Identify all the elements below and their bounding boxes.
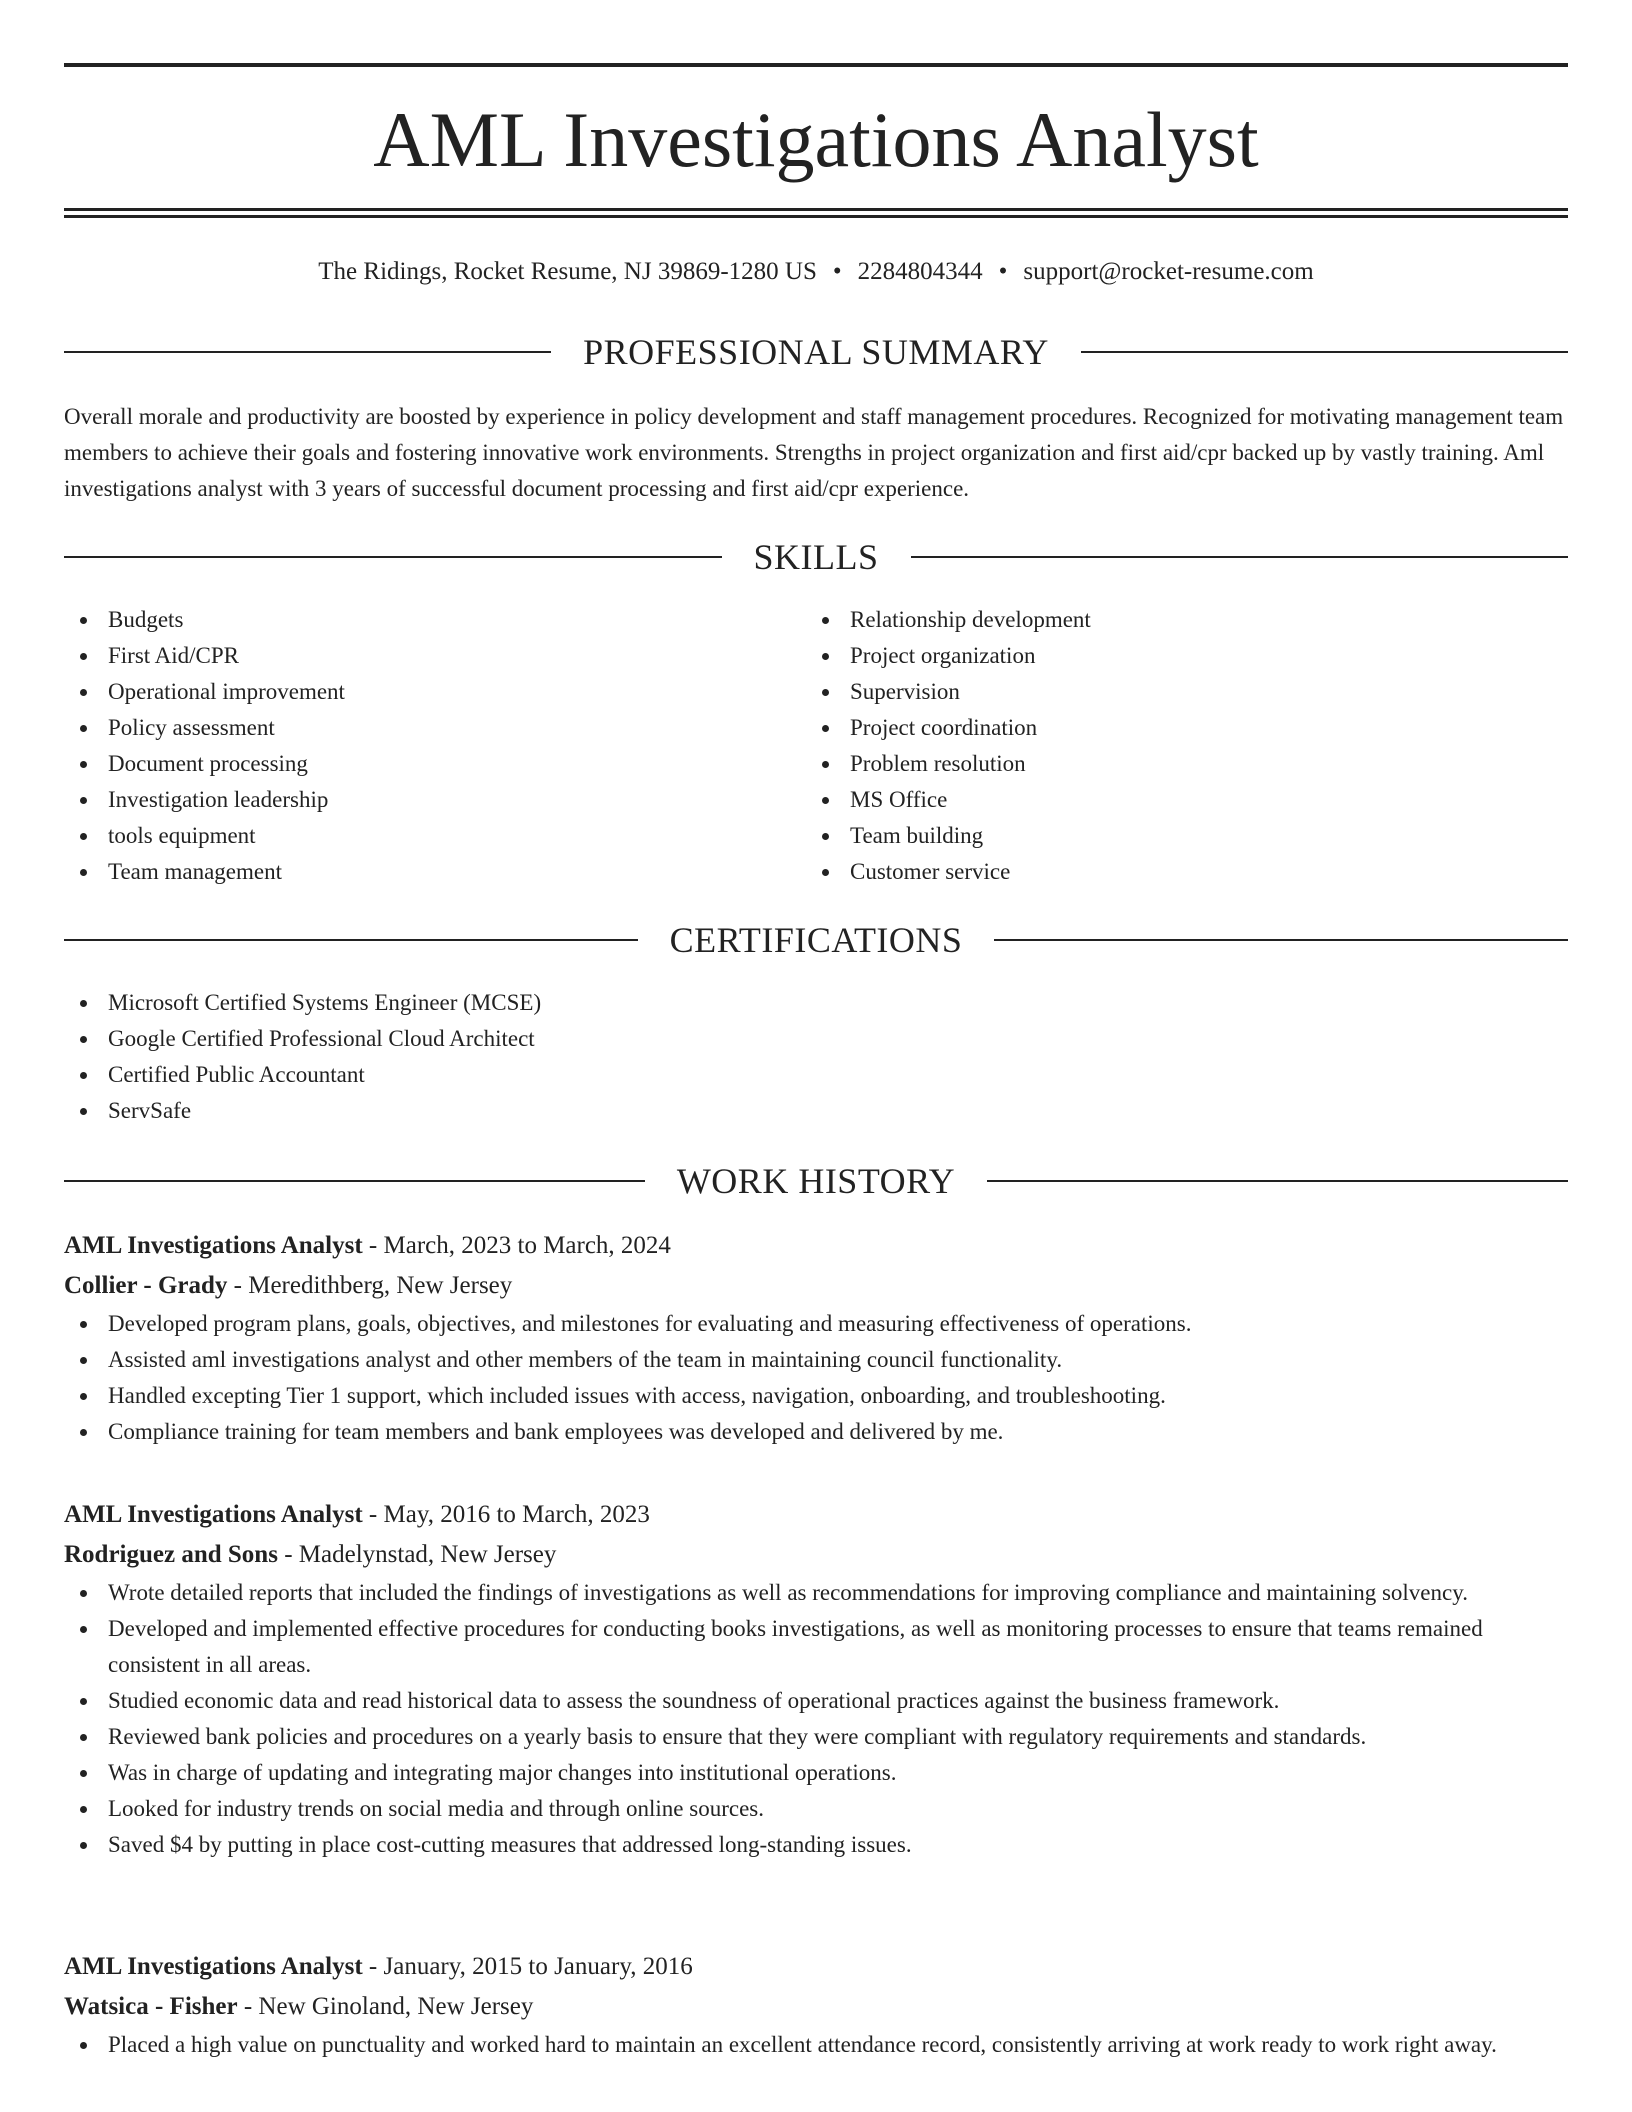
skill-item: Project organization <box>806 638 1548 674</box>
skill-item: Budgets <box>64 602 806 638</box>
certifications-list <box>64 985 1568 1129</box>
heading-rule-left <box>64 351 551 353</box>
job-role: AML Investigations Analyst <box>64 1232 363 1259</box>
header-top-rule <box>64 63 1568 67</box>
resume-name: AML Investigations Analyst <box>373 96 1259 183</box>
skill-item: First Aid/CPR <box>64 638 806 674</box>
skill-item: tools equipment <box>64 818 806 854</box>
section-title: PROFESSIONAL SUMMARY <box>583 332 1049 372</box>
job-company: Collier - Grady <box>64 1272 228 1299</box>
heading-rule-right <box>1081 351 1568 353</box>
heading-rule-left <box>64 556 722 558</box>
header-double-rule <box>64 208 1568 218</box>
section-heading-certifications <box>64 918 1568 962</box>
job-company: Rodriguez and Sons <box>64 1541 278 1568</box>
job-entry <box>64 1226 1568 1450</box>
heading-rule-right <box>994 939 1568 941</box>
skill-item: MS Office <box>806 782 1548 818</box>
job-duties-list <box>64 1306 1568 1450</box>
job-duties-list <box>64 2027 1568 2063</box>
job-duty-item: Assisted aml investigations analyst and other members of the team in maintaining council functionality. <box>64 1342 1568 1378</box>
skill-item: Operational improvement <box>64 674 806 710</box>
skill-item: Team building <box>806 818 1548 854</box>
job-title-line <box>64 1495 1568 1535</box>
certifications-block <box>64 985 1568 1129</box>
job-duty-item: Saved $4 by putting in place cost-cutting measures that addressed long-standing issues. <box>64 1827 1568 1863</box>
heading-rule-left <box>64 1180 645 1182</box>
certification-item: ServSafe <box>64 1093 1568 1129</box>
job-duty-item: Developed program plans, goals, objectives, and milestones for evaluating and measuring effectiveness of operations. <box>64 1306 1568 1342</box>
job-location: - Madelynstad, New Jersey <box>277 1541 557 1568</box>
skill-item: Problem resolution <box>806 746 1548 782</box>
job-dates: - March, 2023 to March, 2024 <box>362 1232 671 1259</box>
job-duty-item: Reviewed bank policies and procedures on a yearly basis to ensure that they were compliant with regulatory requirements and standards. <box>64 1719 1568 1755</box>
job-company: Watsica - Fisher <box>64 1993 238 2020</box>
job-entry <box>64 1947 1568 2063</box>
contact-separator: • <box>998 258 1008 285</box>
skill-item: Relationship development <box>806 602 1548 638</box>
job-duty-item: Wrote detailed reports that included the findings of investigations as well as recommendations for improving compliance and maintaining solvency. <box>64 1575 1568 1611</box>
section-title: CERTIFICATIONS <box>669 920 963 960</box>
skill-item: Policy assessment <box>64 710 806 746</box>
job-duty-item: Compliance training for team members and bank employees was developed and delivered by me. <box>64 1414 1568 1450</box>
contact-separator: • <box>832 258 842 285</box>
contact-email[interactable]: support@rocket-resume.com <box>1023 258 1314 285</box>
job-company-line <box>64 1535 1568 1575</box>
skill-item: Team management <box>64 854 806 890</box>
job-duties-list <box>64 1575 1568 1863</box>
job-title-line <box>64 1226 1568 1266</box>
job-location: - New Ginoland, New Jersey <box>237 1993 534 2020</box>
job-role: AML Investigations Analyst <box>64 1501 363 1528</box>
section-heading-work-history <box>64 1159 1568 1203</box>
job-duty-item: Looked for industry trends on social media and through online sources. <box>64 1791 1568 1827</box>
job-company-line <box>64 1266 1568 1306</box>
skill-item: Customer service <box>806 854 1548 890</box>
job-title-line <box>64 1947 1568 1987</box>
summary-text: Overall morale and productivity are boosted by experience in policy development and staff management procedures. Recognized for motivating management team members to achieve their goals and fostering innovative work environments. Strengths in project organization and first aid/cpr backed up by vastly training. Aml investigations analyst with 3 years of successful document processing and first aid/cpr experience. <box>64 404 1564 501</box>
job-duty-item: Was in charge of updating and integrating major changes into institutional operations. <box>64 1755 1568 1791</box>
skill-item: Document processing <box>64 746 806 782</box>
heading-rule-left <box>64 939 638 941</box>
job-company-line <box>64 1987 1568 2027</box>
certification-item: Certified Public Accountant <box>64 1057 1568 1093</box>
job-duty-item: Handled excepting Tier 1 support, which included issues with access, navigation, onboarding, and troubleshooting. <box>64 1378 1568 1414</box>
heading-rule-right <box>911 556 1569 558</box>
section-heading-summary <box>64 330 1568 374</box>
skill-item: Project coordination <box>806 710 1548 746</box>
job-location: - Meredithberg, New Jersey <box>227 1272 513 1299</box>
skills-list-right <box>806 602 1548 890</box>
contact-address: The Ridings, Rocket Resume, NJ 39869-1280 US <box>318 258 817 285</box>
skill-item: Supervision <box>806 674 1548 710</box>
job-dates: - May, 2016 to March, 2023 <box>362 1501 650 1528</box>
certification-item: Microsoft Certified Systems Engineer (MCSE) <box>64 985 1568 1021</box>
job-entry <box>64 1495 1568 1863</box>
job-dates: - January, 2015 to January, 2016 <box>362 1953 693 1980</box>
certification-item: Google Certified Professional Cloud Architect <box>64 1021 1568 1057</box>
job-duty-item: Placed a high value on punctuality and worked hard to maintain an excellent attendance record, consistently arriving at work ready to work right away. <box>64 2027 1568 2063</box>
skills-list-left <box>64 602 806 890</box>
skills-columns <box>64 602 1568 890</box>
contact-phone: 2284804344 <box>857 258 983 285</box>
skill-item: Investigation leadership <box>64 782 806 818</box>
job-duty-item: Studied economic data and read historical data to assess the soundness of operational practices against the business framework. <box>64 1683 1568 1719</box>
job-duty-item: Developed and implemented effective procedures for conducting books investigations, as well as monitoring processes to ensure that teams remained consistent in all areas. <box>64 1611 1568 1683</box>
job-role: AML Investigations Analyst <box>64 1953 363 1980</box>
heading-rule-right <box>987 1180 1568 1182</box>
section-title: WORK HISTORY <box>676 1161 956 1201</box>
section-heading-skills <box>64 535 1568 579</box>
contact-line <box>64 254 1568 290</box>
section-title: SKILLS <box>753 537 879 577</box>
